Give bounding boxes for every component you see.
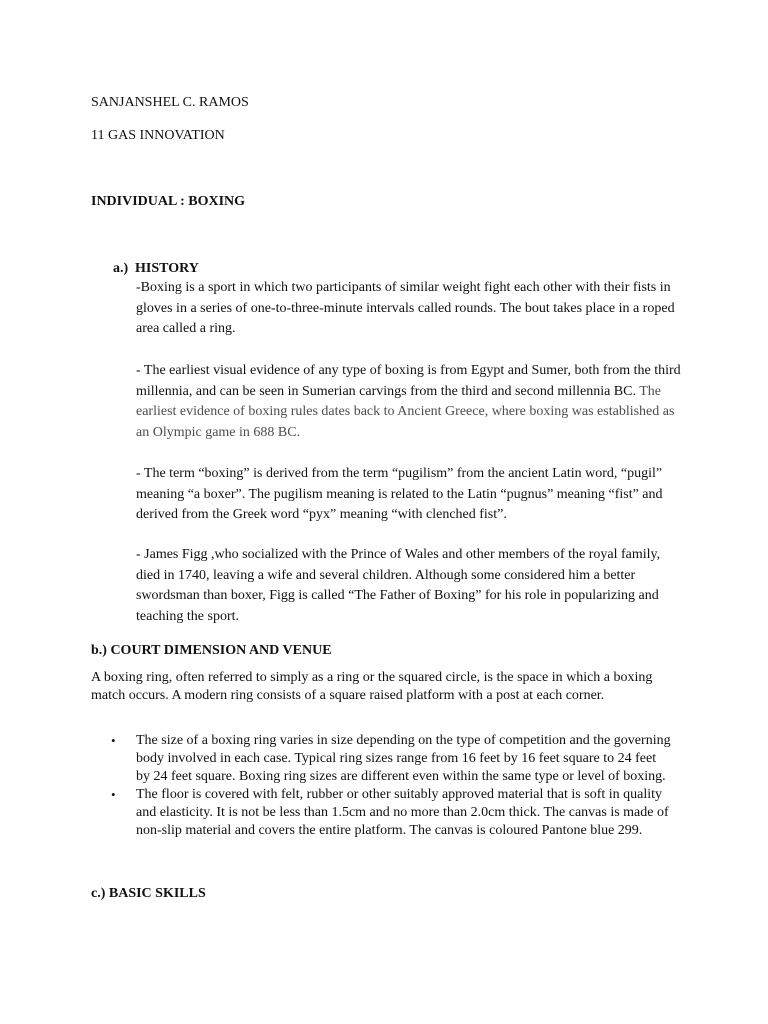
section-a-heading — [113, 260, 199, 278]
ring-bullet-list — [91, 732, 671, 840]
bullet-icon: • — [111, 733, 116, 748]
class-name: 11 GAS INNOVATION — [91, 128, 225, 143]
bullet-icon: • — [111, 787, 116, 802]
history-paragraph-3: - The term “boxing” is derived from the term “pugilism” from the ancient Latin word, “pugil” meaning “a boxer”. The pugilism meaning is related to the Latin “pugnus” meaning “fist” and derived from the Greek word “pyx” meaning “with clenched fist”. — [136, 466, 663, 523]
history-paragraph-2-quote: The earliest evidence of boxing rules dates back to Ancient Greece, where boxing was established as an Olympic game in 688 BC. — [136, 383, 675, 441]
list-item — [91, 732, 671, 786]
author-name: SANJANSHEL C. RAMOS — [91, 95, 249, 110]
document-title: INDIVIDUAL : BOXING — [91, 194, 246, 209]
section-c-heading: c.) BASIC SKILLS — [91, 886, 206, 901]
list-item-text: The floor is covered with felt, rubber or other suitably approved material that is soft in quality and elasticity. It is not be less than 1.5cm and no more than 2.0cm thick. The canvas is made of non-slip material and covers the entire platform. The canvas is coloured Pantone blue 299. — [136, 787, 669, 838]
history-paragraph-1: -Boxing is a sport in which two participants of similar weight fight each other with their fists in gloves in a series of one-to-three-minute intervals called rounds. The bout takes place in a roped area called a ring. — [136, 280, 675, 337]
history-paragraph-2-text: - The earliest visual evidence of any type of boxing is from Egypt and Sumer, both from the third millennia, and can be seen in Sumerian carvings from the third and second millennia BC. — [136, 363, 681, 399]
section-a-number: a.) — [113, 261, 129, 276]
history-paragraph-2 — [136, 361, 681, 444]
list-item-text: The size of a boxing ring varies in size depending on the type of competition and the governing body involved in each case. Typical ring sizes range from 16 feet by 16 feet square to 24 feet by 24 feet square. Boxing ring sizes are different even within the same type or level of boxing. — [136, 733, 671, 784]
section-b-heading: b.) COURT DIMENSION AND VENUE — [91, 643, 332, 658]
list-item — [91, 786, 671, 840]
section-a-title: HISTORY — [135, 261, 199, 276]
history-paragraph-4: - James Figg ,who socialized with the Prince of Wales and other members of the royal family, died in 1740, leaving a wife and several children. Although some considered him a better swordsman than boxer, Figg is called “The Father of Boxing” for his role in popularizing and teaching the sport. — [136, 547, 661, 625]
ring-intro-paragraph: A boxing ring, often referred to simply as a ring or the squared circle, is the space in which a boxing match occurs. A modern ring consists of a square raised platform with a post at each corner. — [91, 670, 653, 703]
